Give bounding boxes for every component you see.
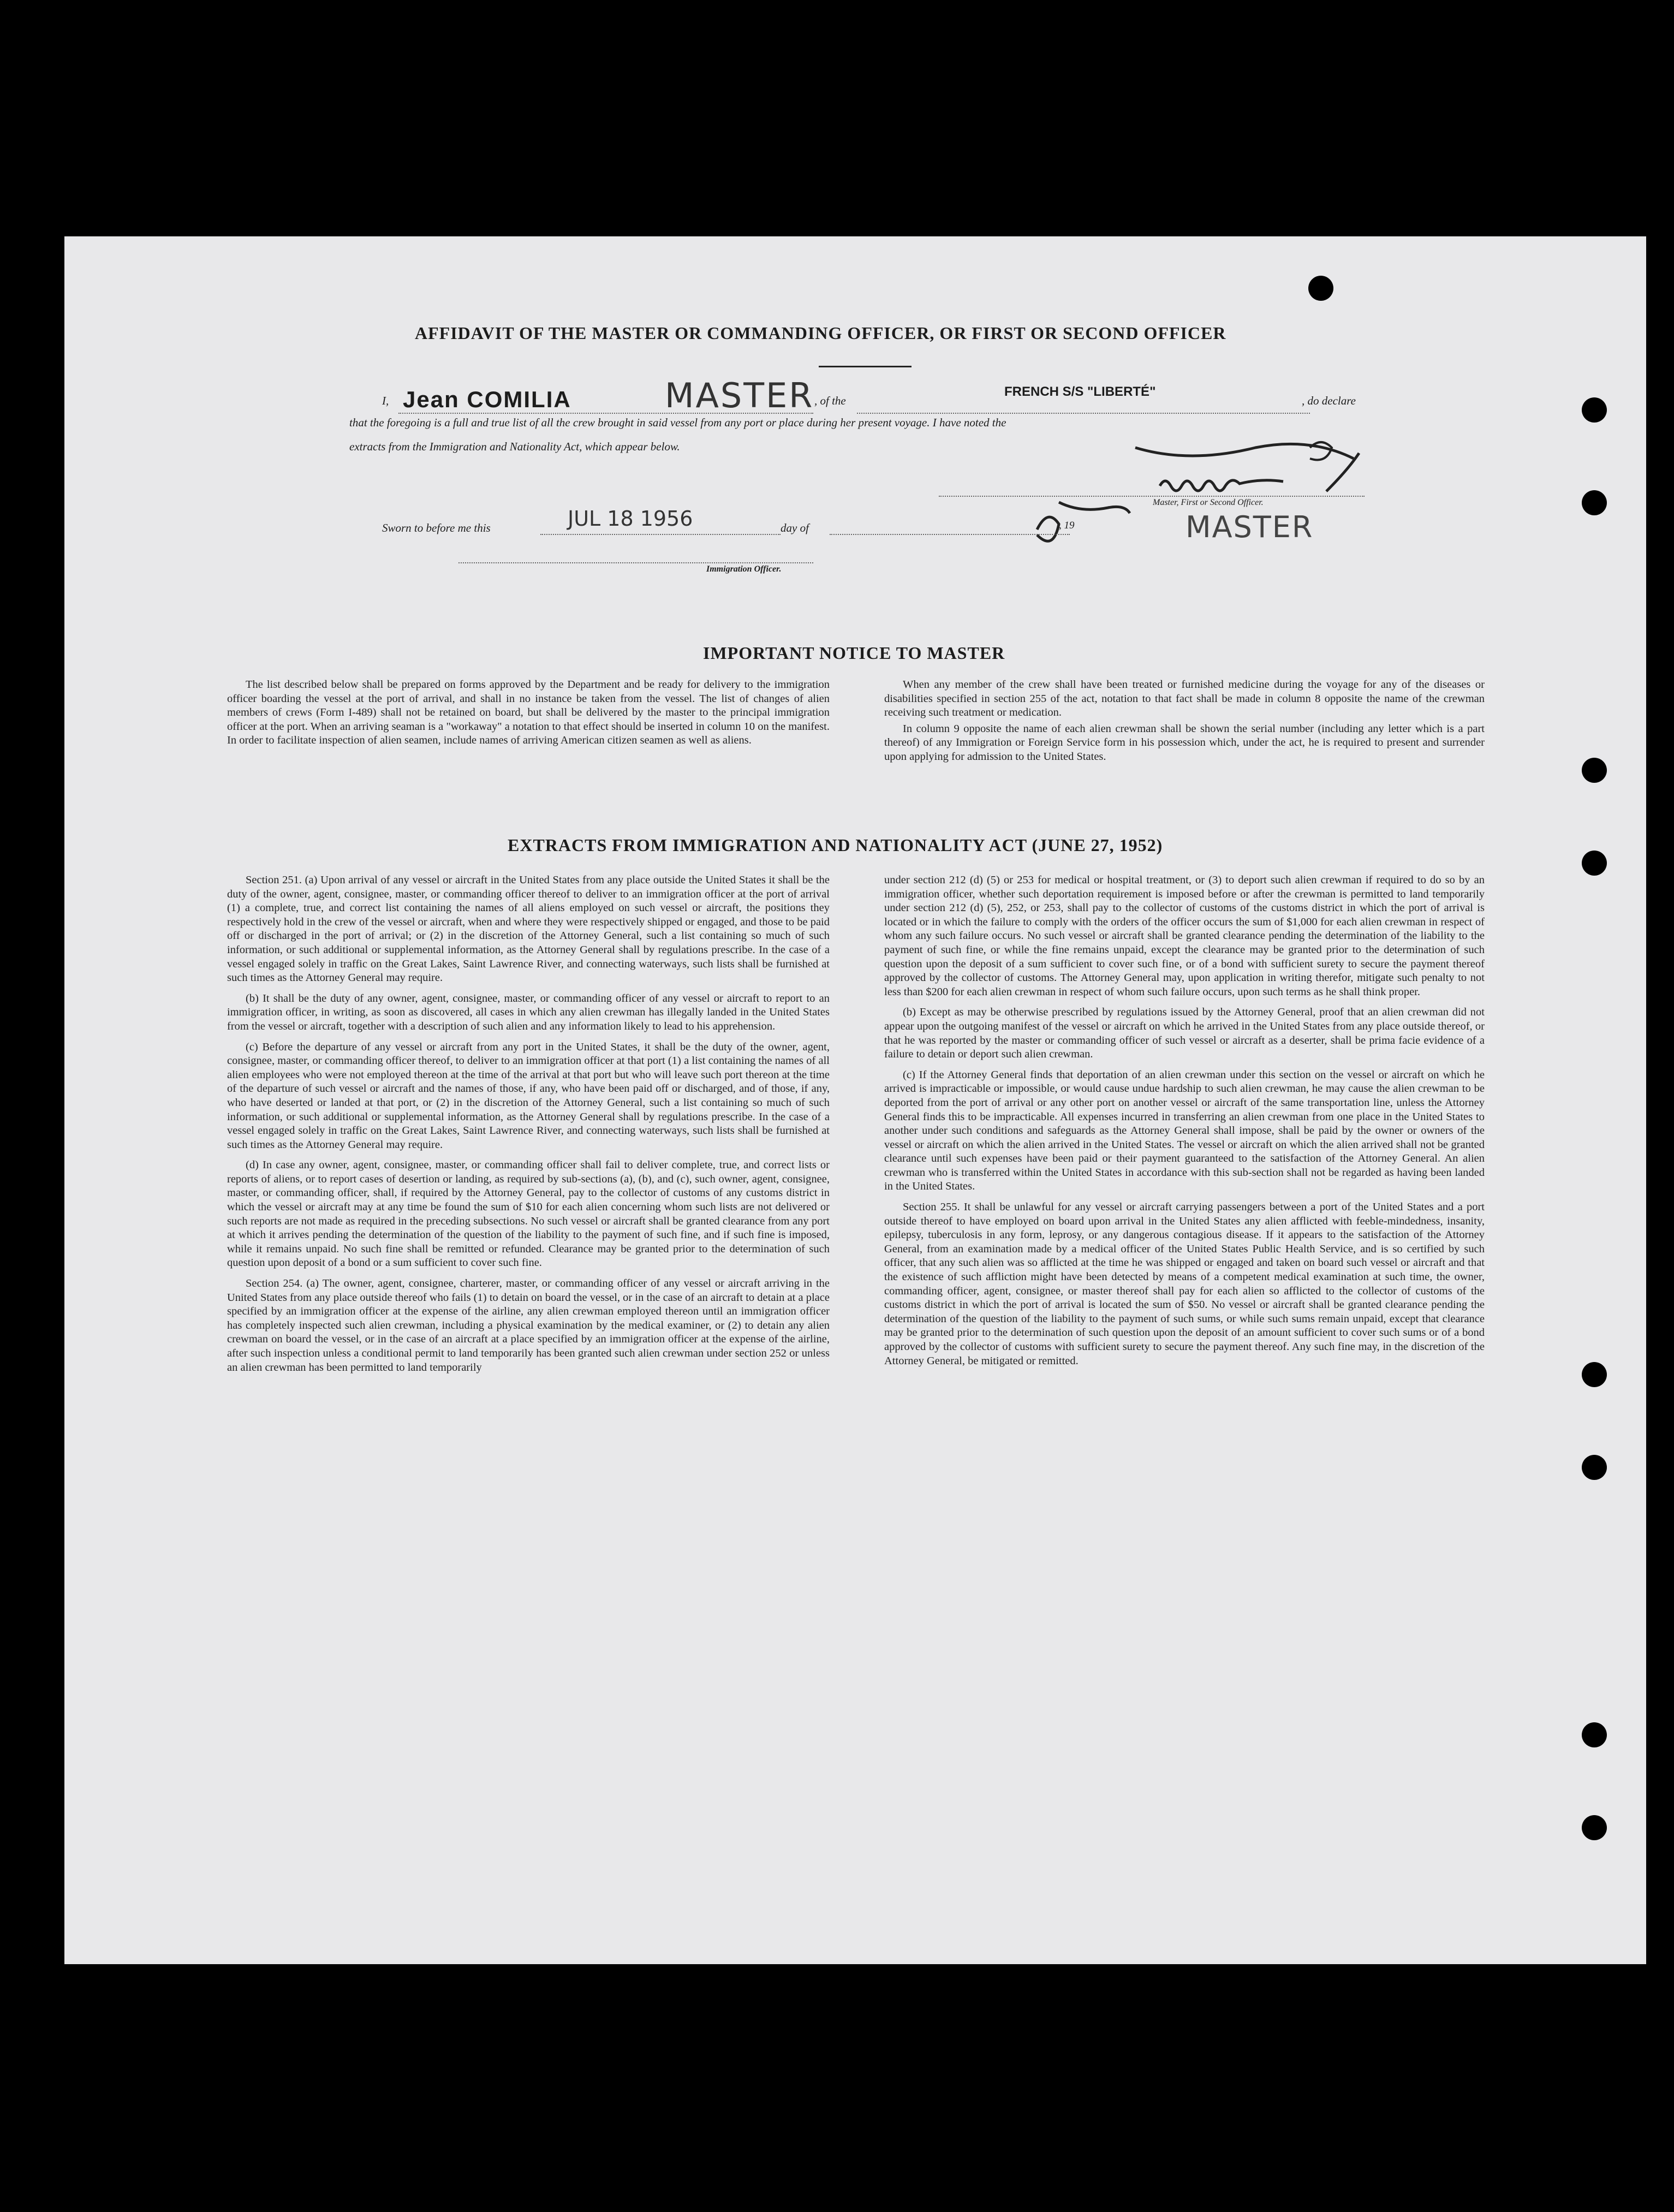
vessel-fill-line xyxy=(857,413,1310,414)
extract-paragraph: Section 251. (a) Upon arrival of any vessel or aircraft in the United States from any place outside the United States it shall be the duty of the owner, agent, consignee, master, or commanding officer thereof to deliver to an immigration officer at the port of arrival (1) a complete, true, and correct list containing the names of all aliens employed on such vessel or aircraft, the positions they respectively hold in the crew of the vessel or aircraft, when and where they were respectively shipped or engaged, and those to be paid off or discharged in the port of arrival; or (2) in the discretion of the Attorney General, such a list containing so much of such information, or such additional or supplemental information, as the Attorney General shall by regulations prescribe. In the case of a vessel engaged solely in traffic on the Great Lakes, Saint Lawrence River, and connecting waterways, such lists shall be furnished at such times as the Attorney General may require. xyxy=(227,874,830,984)
immigration-officer-line xyxy=(458,562,813,563)
declarant-prefix: I, xyxy=(382,394,389,407)
extracts-right-column xyxy=(884,873,1485,1375)
extract-paragraph: (d) In case any owner, agent, consignee, master, or commanding officer shall fail to deliver complete, true, and correct lists or reports of aliens, or to report cases of desertion or landing, as required by sub-sections (a), (b), and (c), such owner, agent, consignee, master, or commanding officer, shall, if required by the Attorney General, pay to the collector of customs of any customs district in which the vessel or aircraft may at any time be found the sum of $10 for each alien concerning whom such lists are not delivered or such reports are not made as required in the preceding subsections. No such vessel or aircraft shall be granted clearance from any port at which it arrives pending the determination of the question of the liability to the payment of such fine, and if such fine is imposed, while it remains unpaid. No such fine shall be remitted or refunded. Clearance may be granted prior to the determination of such question upon deposit of a bond or a sum sufficient to cover such fine. xyxy=(227,1159,830,1269)
punch-hole xyxy=(1582,490,1607,515)
year-prefix-label: , 19 xyxy=(1059,520,1075,531)
notice-paragraph: When any member of the crew shall have been treated or furnished medicine during the voyage for any of the diseases or disabilities specified in section 255 of the act, notation to that fact shall be made in column 8 opposite the name of the crewman receiving such treatment or medication. xyxy=(884,679,1485,719)
punch-hole xyxy=(1582,851,1607,876)
notice-right-column xyxy=(884,678,1485,771)
signature-line xyxy=(939,496,1365,497)
sworn-label: Sworn to before me this xyxy=(382,521,491,534)
master-signature xyxy=(1026,426,1386,568)
do-declare-label: , do declare xyxy=(1302,394,1356,407)
affidavit-title: AFFIDAVIT OF THE MASTER OR COMMANDING OFFICER, OR FIRST OR SECOND OFFICER xyxy=(415,323,1226,343)
punch-hole xyxy=(1582,1722,1607,1747)
extracts-left-column xyxy=(227,873,830,1381)
punch-hole xyxy=(1582,1815,1607,1840)
extract-paragraph: (c) If the Attorney General finds that deportation of an alien crewman under this section on the vessel or aircraft on which he arrived is impracticable or impossible, or would cause undue hardship to such alien crewman, he may cause the alien crewman to be deported from the port of arrival or any other port on another vessel or aircraft of the same transportation line, unless the Attorney General finds this to be impracticable. All expenses incurred in transferring an alien crewman from one place in the United States to another under such conditions and safeguards as the Attorney General shall impose, shall be paid by the owner or owners of the vessel or aircraft on which the alien arrived in the United States. The vessel or aircraft on which the alien arrived shall not be granted clearance until such expenses have been paid or their payment guaranteed to the satisfaction of the Attorney General. An alien crewman who is transferred within the United States in accordance with this sub-section shall not be regarded as having been landed in the United States. xyxy=(884,1068,1485,1193)
signature-caption: Master, First or Second Officer. xyxy=(1153,498,1264,507)
month-line xyxy=(830,534,1070,535)
notice-heading: IMPORTANT NOTICE TO MASTER xyxy=(703,643,1005,663)
master-stamp: MASTER xyxy=(1185,510,1314,544)
punch-hole xyxy=(1582,1455,1607,1480)
extracts-heading: EXTRACTS FROM IMMIGRATION AND NATIONALITY ACT (JUNE 27, 1952) xyxy=(508,835,1163,855)
affidavit-line-2: that the foregoing is a full and true list of all the crew brought in said vessel from any port or place during her present voyage. I have noted the xyxy=(349,416,1006,429)
declarant-name: Jean COMILIA xyxy=(403,386,571,412)
punch-hole xyxy=(1308,276,1333,301)
notice-left-column xyxy=(227,678,830,754)
day-of-label: day of xyxy=(781,521,809,534)
of-the-label: , of the xyxy=(814,394,846,407)
notice-paragraph: In column 9 opposite the name of each alien crewman shall be shown the serial number (including any letter which is a part thereof) of any Immigration or Foreign Service form in his possession which, under the act, he is required to present and surrender upon applying for admission to the United States. xyxy=(884,722,1485,763)
extract-paragraph: (c) Before the departure of any vessel or aircraft from any port in the United States, it shall be the duty of the owner, agent, consignee, master, or commanding officer thereof, to deliver to an immigration officer at that port (1) a list containing the names of all alien employees who were not employed thereon at the time of the arrival at that port but who will leave such port thereon at the time of the departure of such vessel or aircraft and the names of those, if any, who have been paid off or discharged, and of those, if any, who have deserted or landed at that port, or (2) in the discretion of the Attorney General, such a list containing so much of such information, or such additional or supplemental information, as the Attorney General shall by regulations prescribe. In the case of a vessel engaged solely in traffic on the Great Lakes, Saint Lawrence River, and connecting waterways, such lists shall be furnished at such times as the Attorney General may require. xyxy=(227,1040,830,1151)
sworn-date-stamp: JUL 18 1956 xyxy=(568,507,693,531)
title-rule xyxy=(819,366,912,367)
affidavit-line-3: extracts from the Immigration and Nationality Act, which appear below. xyxy=(349,440,680,453)
notice-paragraph: The list described below shall be prepared on forms approved by the Department and be ready for delivery to the immigration officer boarding the vessel at the port of arrival, and shall in no instance be taken from the vessel. The list of changes of alien members of crews (Form I-489) shall not be retained on board, but shall be delivered by the master to the principal immigration officer at the port. When an arriving seaman is a "workaway" a notation to that effect should be inserted in column 10 on the manifest. In order to facilitate inspection of alien seamen, include names of arriving American citizen seamen as well as aliens. xyxy=(227,679,830,747)
declarant-fill-line xyxy=(398,413,813,414)
punch-hole xyxy=(1582,758,1607,783)
extract-paragraph: Section 255. It shall be unlawful for any vessel or aircraft carrying passengers between a port of the United States and a port outside thereof to have employed on board upon arrival in the United States any alien afflicted with feeble-mindedness, insanity, epilepsy, tuberculosis in any form, leprosy, or any dangerous contagious disease. If it appears to the satisfaction of the Attorney General, from an examination made by a medical officer of the United States Public Health Service, and is so certified by such officer, that any such alien was so afflicted at the time he was shipped or engaged and taken on board such vessel or aircraft and that the existence of such affliction might have been detected by means of a competent medical examination at such time, the owner, commanding officer, agent, consignee, or master thereof shall pay for each alien so afflicted to the collector of customs of the customs district in which the port of arrival is located the sum of $50. No vessel or aircraft shall be granted clearance pending the determination of the question of the liability to the payment of such sums, or while such sums remain unpaid, except that clearance may be granted prior to the determination of such question upon the deposit of an amount sufficient to cover such sums or of a bond approved by the collector of customs with sufficient surety to secure the payment thereof. Any such fine may, in the discretion of the Attorney General, be mitigated or remitted. xyxy=(884,1201,1485,1367)
punch-hole xyxy=(1582,1362,1607,1387)
punch-hole xyxy=(1582,397,1607,423)
extract-paragraph: (b) It shall be the duty of any owner, agent, consignee, master, or commanding officer of any vessel or aircraft to report to an immigration officer, in writing, as soon as discovered, all cases in which any alien crewman has illegally landed in the United States from the vessel or aircraft, together with a description of such alien and any information likely to lead to his apprehension. xyxy=(227,992,830,1032)
sworn-date-line xyxy=(540,534,781,535)
immigration-officer-caption: Immigration Officer. xyxy=(706,564,782,574)
vessel-name: FRENCH S/S "LIBERTÉ" xyxy=(1004,384,1156,399)
extract-paragraph: Section 254. (a) The owner, agent, consignee, charterer, master, or commanding officer of any vessel or aircraft arriving in the United States from any place outside thereof who fails (1) to detain on board the vessel, or in the case of an aircraft to detain at a place specified by an immigration officer at the expense of the airline, any alien crewman employed thereon until an immigration officer has completely inspected such alien crewman, including a physical examination by the medical examiner, or (2) to detain any alien crewman on board the vessel, or in the case of an aircraft at a place specified by an immigration officer at the expense of the airline, after such inspection unless a conditional permit to land temporarily has been granted such alien crewman under section 252 or unless an alien crewman has been permitted to land temporarily xyxy=(227,1277,830,1373)
extract-paragraph: (b) Except as may be otherwise prescribed by regulations issued by the Attorney General, proof that an alien crewman did not appear upon the outgoing manifest of the vessel or aircraft on which he arrived in the United States from any place outside thereof, or that he was reported by the master or commanding officer of such vessel or aircraft as a deserter, shall be prima facie evidence of a failure to detain or deport such alien crewman. xyxy=(884,1006,1485,1061)
extract-paragraph: under section 212 (d) (5) or 253 for medical or hospital treatment, or (3) to deport such alien crewman if required to do so by an immigration officer, whether such deportation requirement is imposed before or after the crewman is permitted to land temporarily under section 212 (d) (5), 252, or 253, shall pay to the collector of customs of the customs district in which the port of arrival is located or in which the failure to comply with the orders of the officer occurs the sum of $1,000 for each alien crewman in respect of whom any such failure occurs. No such vessel or aircraft shall be granted clearance pending the determination of the liability to the payment of such fine, or while the fine remains unpaid, except the clearance may be granted prior to the determination of such question upon the deposit of a sum sufficient to cover such fine, or of a bond with sufficient surety to secure the payment thereof approved by the collector of customs. The Attorney General may, upon application in writing therefor, mitigate such penalty to not less than $200 for each alien crewman in respect of whom such failure occurs, upon such terms as he shall think proper. xyxy=(884,874,1485,998)
rank-stamp: MASTER xyxy=(665,376,814,415)
